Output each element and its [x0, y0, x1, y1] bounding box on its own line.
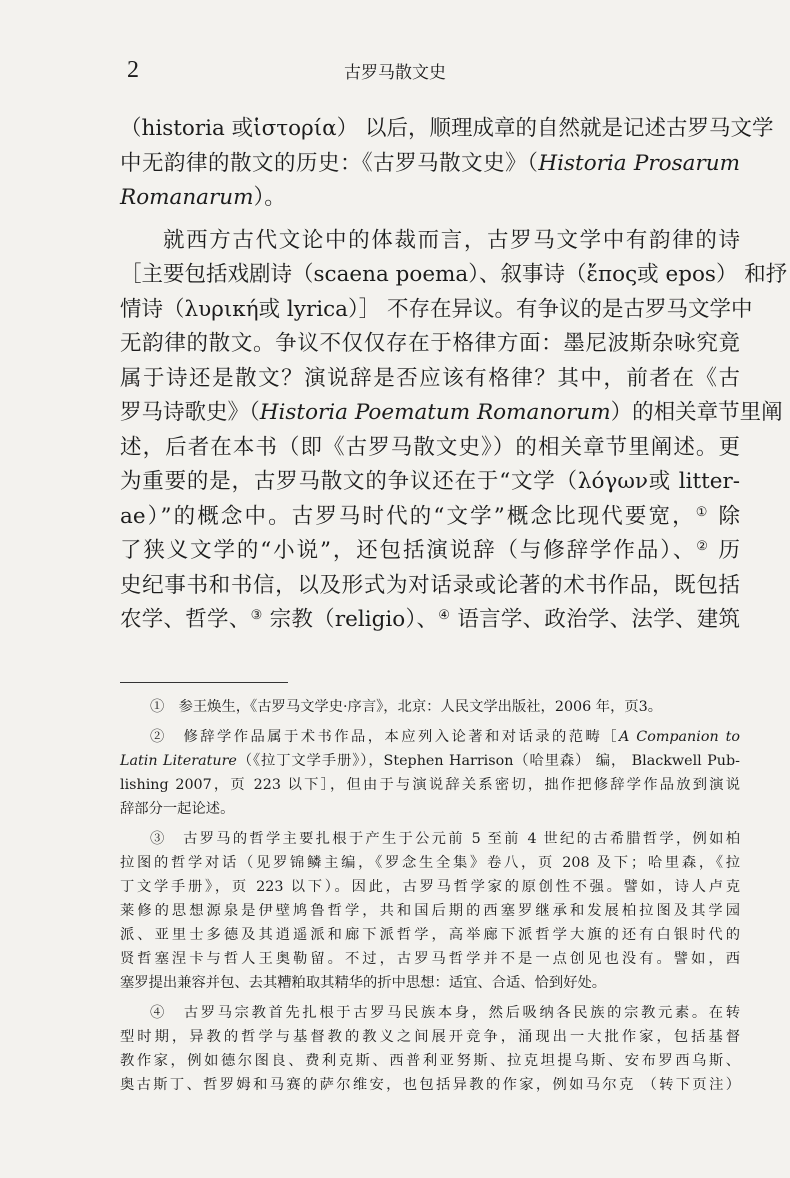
footnote-rule [120, 682, 288, 683]
body-line-15: 农学、哲学、③ 宗教（religio）、④ 语言学、政治学、法学、建筑 [120, 607, 740, 632]
footnote-4-line-3: 教作家，例如德尔图良、费利克斯、西普利亚努斯、拉克坦提乌斯、安布罗西乌斯、 [120, 1053, 740, 1069]
footnote-mark-1[interactable]: ① [695, 504, 710, 520]
body-line-8: 属于诗还是散文？演说辞是否应该有格律？其中，前者在《古 [120, 365, 740, 391]
body-line-6: 情诗（λυρική或 lyrica）］ 不存在异议。有争议的是古罗马文学中 [120, 296, 753, 322]
footnote-mark-3[interactable]: ③ [250, 608, 263, 623]
footnote-3-line-7: 塞罗提出兼容并包、去其糟粕取其精华的折中思想：适宜、合适、恰到好处。 [120, 975, 607, 991]
body-line-5: ［主要包括戏剧诗（scaena poema）、叙事诗（ἔπος或 epos） 和抒 [120, 262, 788, 287]
footnote-3-line-5: 派、亚里士多德及其逍遥派和廊下派哲学，高举廊下派哲学大旗的还有白银时代的 [120, 927, 740, 943]
page-number: 2 [127, 57, 139, 83]
body-line-11: 为重要的是，古罗马散文的争议还在于“文学（λόγων或 litter- [120, 469, 740, 494]
body-line-4: 就西方古代文论中的体裁而言，古罗马文学中有韵律的诗 [163, 227, 740, 253]
footnote-2-line-4: 辞部分一起论述。 [120, 801, 235, 817]
footnotes [120, 695, 740, 1097]
body-line-2: 中无韵律的散文的历史：《古罗马散文史》（Historia Prosarum [120, 150, 740, 176]
body-line-9: 罗马诗歌史》（Historia Poematum Romanorum）的相关章节里阐 [120, 400, 783, 425]
body-line-3: Romanarum）。 [120, 185, 286, 210]
footnote-4-line-1: ④ 古罗马宗教首先扎根于古罗马民族本身，然后吸纳各民族的宗教元素。在转 [150, 1005, 740, 1021]
footnote-2-line-1: ② 修辞学作品属于术书作品，本应列入论著和对话录的范畴［A Companion to [150, 729, 740, 745]
body-line-7: 无韵律的散文。争议不仅仅存在于格律方面：墨尼波斯杂咏究竟 [120, 331, 740, 356]
footnote-4-line-2: 型时期，异教的哲学与基督教的教义之间展开竞争，涌现出一大批作家，包括基督 [120, 1029, 740, 1045]
footnote-mark-4[interactable]: ④ [438, 608, 451, 623]
footnote-3-line-6: 贤哲塞涅卡与哲人王奥勒留。不过，古罗马哲学并不是一点创见也没有。譬如，西 [120, 951, 740, 967]
body-line-1: （historia 或ἱστορία） 以后，顺理成章的自然就是记述古罗马文学 [120, 116, 774, 141]
footnote-3-line-1: ③ 古罗马的哲学主要扎根于产生于公元前 5 至前 4 世纪的古希腊哲学，例如柏 [150, 831, 740, 847]
footnote-1: ① 参王焕生，《古罗马文学史·序言》，北京：人民文学出版社，2006 年，页3。 [150, 699, 663, 715]
footnote-4-line-4: 奥古斯丁、哲罗姆和马赛的萨尔维安，也包括异教的作家，例如马尔克 （转下页注） [120, 1077, 740, 1093]
footnote-2-line-2: Latin Literature（《拉丁文学手册》），Stephen Harrison（哈里森） 编， Blackwell Pub- [120, 753, 740, 769]
running-head: 古罗马散文史 [344, 63, 446, 83]
body-line-12: ae）”的概念中。古罗马时代的“文学”概念比现代要宽，① 除 [120, 503, 740, 529]
footnote-mark-2[interactable]: ② [696, 539, 710, 554]
body-text [120, 112, 788, 638]
footnote-3-line-3: 丁文学手册》，页 223 以下）。因此，古罗马哲学家的原创性不强。譬如，诗人卢克 [120, 879, 740, 895]
body-line-13: 了狭义文学的“小说”，还包括演说辞（与修辞学作品）、② 历 [120, 538, 740, 563]
footnote-3-line-2: 拉图的哲学对话（见罗锦鳞主编，《罗念生全集》卷八，页 208 及下；哈里森，《拉 [120, 855, 740, 871]
body-line-10: 述，后者在本书（即《古罗马散文史》）的相关章节里阐述。更 [120, 434, 740, 460]
body-line-14: 史纪事书和书信，以及形式为对话录或论著的术书作品，既包括 [120, 572, 740, 598]
footnote-2-line-3: lishing 2007，页 223 以下］，但由于与演说辞关系密切，拙作把修辞学作品放到演说 [120, 777, 740, 793]
footnote-3-line-4: 莱修的思想源泉是伊壁鸠鲁哲学，共和国后期的西塞罗继承和发展柏拉图及其学园 [120, 903, 740, 919]
